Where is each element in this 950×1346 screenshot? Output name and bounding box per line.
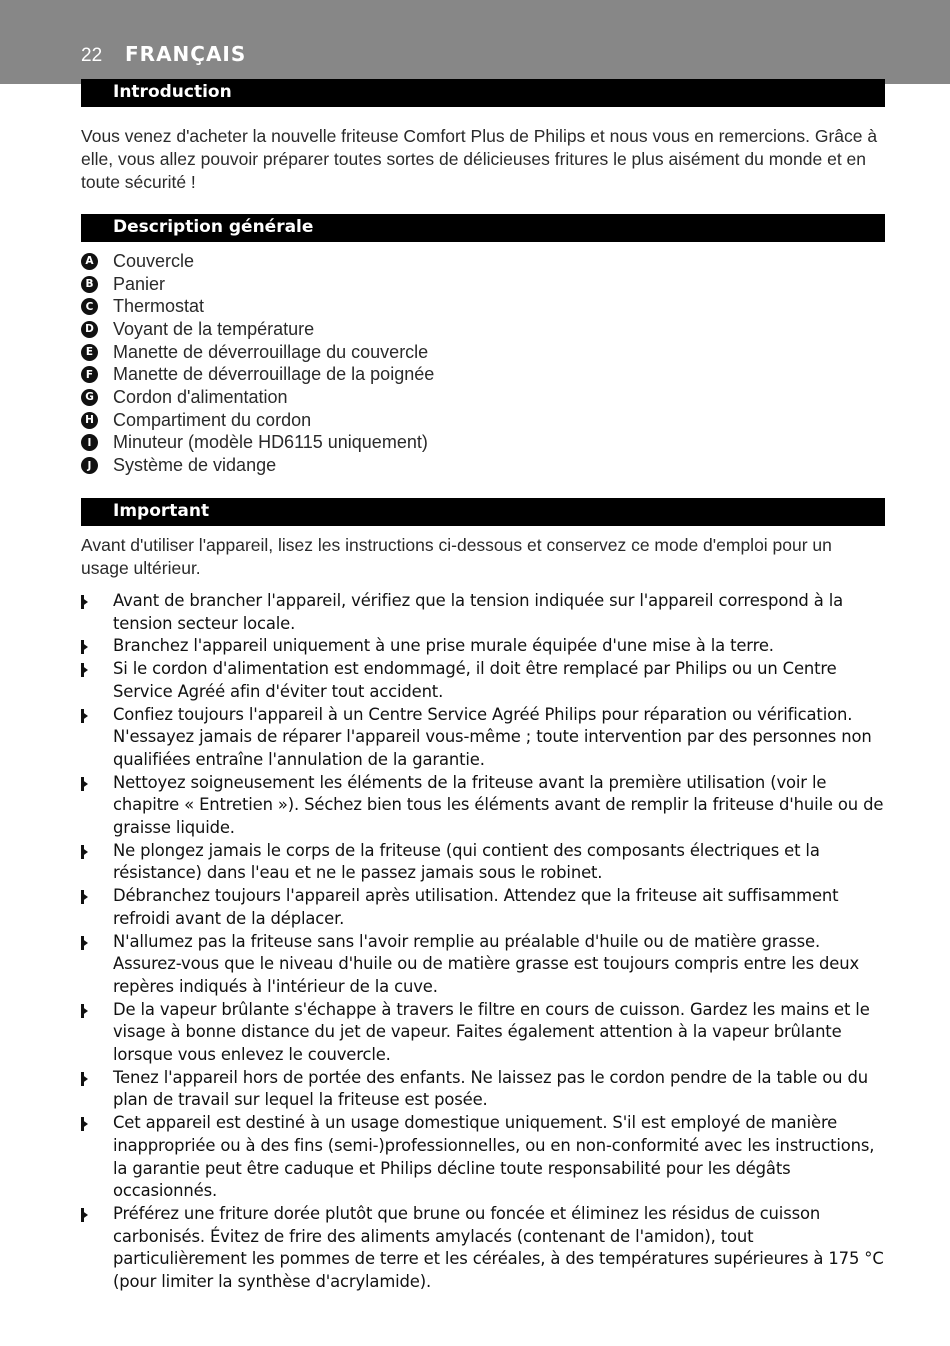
letter-badge-icon: I	[81, 434, 98, 451]
part-label: Couvercle	[113, 250, 195, 271]
part-label: Manette de déverrouillage de la poignée	[113, 364, 435, 385]
language-heading: FRANÇAIS	[125, 42, 247, 66]
letter-badge-icon: F	[81, 366, 98, 383]
part-item	[81, 432, 434, 455]
bullet-item: Confiez toujours l'appareil à un Centre Service Agréé Philips pour réparation ou vérification. N'essayez jamais de réparer l'appareil vous-même ; toute intervention par des personnes non qualifiées entraîne l'annulation de la garantie.	[81, 704, 889, 772]
letter-badge-icon: J	[81, 457, 98, 474]
letter-badge-icon: H	[81, 412, 98, 429]
bullet-marker-icon	[81, 665, 88, 675]
section-title: Important	[113, 501, 210, 521]
parts-list	[81, 250, 434, 477]
section-header-important	[81, 498, 885, 526]
letter-badge-icon: G	[81, 389, 98, 406]
safety-bullet-list	[81, 590, 889, 1294]
bullet-marker-icon	[81, 597, 88, 607]
part-label: Minuteur (modèle HD6115 uniquement)	[113, 432, 428, 453]
letter-badge-icon: B	[81, 276, 98, 293]
section-header-description	[81, 214, 885, 242]
bullet-marker-icon	[81, 847, 88, 857]
letter-badge-icon: A	[81, 253, 98, 270]
section-title: Description générale	[113, 217, 314, 237]
part-label: Thermostat	[113, 296, 205, 317]
part-item	[81, 318, 434, 341]
bullet-marker-icon	[81, 1006, 88, 1016]
bullet-item: Débranchez toujours l'appareil après utilisation. Attendez que la friteuse ait suffisamment refroidi avant de la déplacer.	[81, 885, 889, 930]
bullet-item: Cet appareil est destiné à un usage domestique uniquement. S'il est employé de manière inappropriée ou à des fins (semi-)professionnelles, ou en non-conformité avec les instructions, la garantie peut être caduque et Philips décline toute responsabilité pour les dégâts occasionnés.	[81, 1112, 889, 1203]
part-item	[81, 386, 434, 409]
bullet-marker-icon	[81, 711, 88, 721]
part-label: Compartiment du cordon	[113, 409, 312, 430]
bullet-item: Préférez une friture dorée plutôt que brune ou foncée et éliminez les résidus de cuisson carbonisés. Évitez de frire des aliments amylacés (contenant de l'amidon), tout particulièrement les pommes de terre et les céréales, à des températures supérieures à 175 °C (pour limiter la synthèse d'acrylamide).	[81, 1203, 889, 1294]
important-intro-paragraph: Avant d'utiliser l'appareil, lisez les instructions ci-dessous et conservez ce mode d'emploi pour un usage ultérieur.	[81, 535, 832, 578]
bullet-marker-icon	[81, 1210, 88, 1220]
section-header-introduction	[81, 79, 885, 107]
bullet-marker-icon	[81, 892, 88, 902]
bullet-item: Si le cordon d'alimentation est endommagé, il doit être remplacé par Philips ou un Centre Service Agréé afin d'éviter tout accident.	[81, 658, 889, 703]
part-label: Voyant de la température	[113, 318, 315, 339]
part-item	[81, 295, 434, 318]
bullet-marker-icon	[81, 779, 88, 789]
bullet-marker-icon	[81, 1074, 88, 1084]
bullet-item: De la vapeur brûlante s'échappe à travers le filtre en cours de cuisson. Gardez les mains et le visage à bonne distance du jet de vapeur. Faites également attention à la vapeur brûlante lorsque vous enlevez le couvercle.	[81, 999, 889, 1067]
part-item	[81, 409, 434, 432]
section-title: Introduction	[113, 82, 232, 102]
part-label: Système de vidange	[113, 455, 277, 476]
part-item	[81, 250, 434, 273]
letter-badge-icon: D	[81, 321, 98, 338]
part-label: Manette de déverrouillage du couvercle	[113, 341, 429, 362]
bullet-item: Avant de brancher l'appareil, vérifiez que la tension indiquée sur l'appareil correspond à la tension secteur locale.	[81, 590, 889, 635]
bullet-marker-icon	[81, 1119, 88, 1129]
letter-badge-icon: E	[81, 344, 98, 361]
bullet-item: Tenez l'appareil hors de portée des enfants. Ne laissez pas le cordon pendre de la table ou du plan de travail sur lequel la friteuse est posée.	[81, 1067, 889, 1112]
page-header-band	[0, 0, 950, 84]
bullet-item: Branchez l'appareil uniquement à une prise murale équipée d'une mise à la terre.	[81, 635, 889, 658]
letter-badge-icon: C	[81, 298, 98, 315]
part-item	[81, 341, 434, 364]
part-item	[81, 273, 434, 296]
bullet-item: N'allumez pas la friteuse sans l'avoir remplie au préalable d'huile ou de matière grasse. Assurez-vous que le niveau d'huile ou de matière grasse est toujours compris entre les deux repères indiqués à l'intérieur de la cuve.	[81, 931, 889, 999]
intro-paragraph: Vous venez d'acheter la nouvelle friteuse Comfort Plus de Philips et nous vous en remercions. Grâce à elle, vous allez pouvoir préparer toutes sortes de délicieuses fritures le plus aisément du monde et en toute sécurité !	[81, 126, 878, 192]
bullet-item: Ne plongez jamais le corps de la friteuse (qui contient des composants électriques et la résistance) dans l'eau et ne le passez jamais sous le robinet.	[81, 840, 889, 885]
part-item	[81, 363, 434, 386]
bullet-item: Nettoyez soigneusement les éléments de la friteuse avant la première utilisation (voir le chapitre « Entretien »). Séchez bien tous les éléments avant de remplir la friteuse d'huile ou de graisse liquide.	[81, 772, 889, 840]
bullet-marker-icon	[81, 938, 88, 948]
bullet-marker-icon	[81, 642, 88, 652]
part-item	[81, 454, 434, 477]
part-label: Panier	[113, 273, 166, 294]
page-number: 22	[81, 45, 103, 66]
part-label: Cordon d'alimentation	[113, 386, 288, 407]
